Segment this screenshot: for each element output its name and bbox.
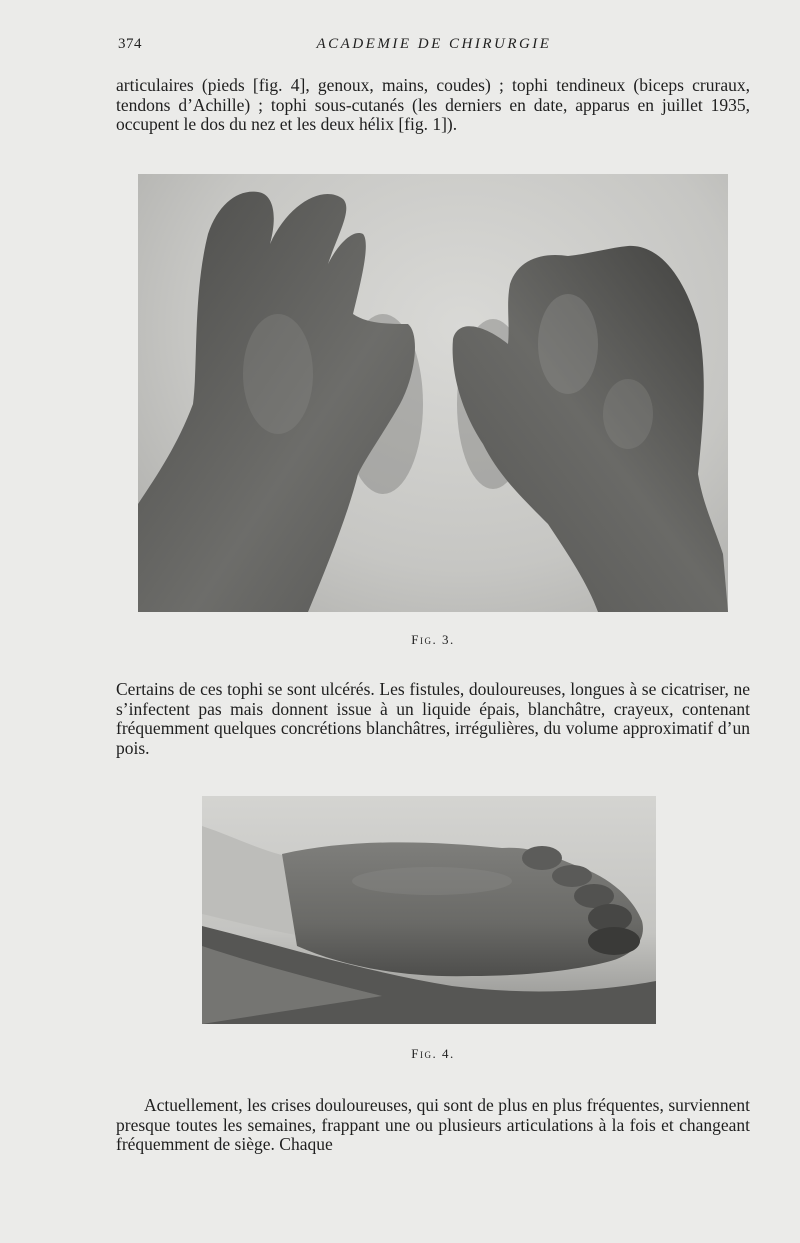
paragraph-current-crises: Actuellement, les crises douloureuses, qui sont de plus en plus fréquentes, surviennent presque toutes les semaines, frappant une ou plusieurs articulations à la fois et changeant fréquemment de siège. Chaque	[116, 1095, 750, 1154]
foot-photo-illustration	[202, 796, 656, 1024]
page-number: 374	[118, 36, 142, 52]
running-title: ACADEMIE DE CHIRURGIE	[316, 36, 552, 52]
figure-4-caption: Fig. 4.	[411, 1046, 455, 1061]
hands-photo-illustration	[138, 174, 728, 612]
paragraph-tophi-list: articulaires (pieds [fig. 4], genoux, mains, coudes) ; tophi tendineux (biceps cruraux, tendons d’Achille) ; tophi sous-cutanés (les derniers en date, apparus en juillet 1935, occupent le dos du nez et les deux hélix [fig. 1]).	[116, 75, 750, 134]
figure-3-caption: Fig. 3.	[411, 632, 455, 647]
figure-4-foot-photo	[202, 796, 656, 1024]
page-header	[118, 36, 750, 58]
figure-3-hands-photo	[138, 174, 728, 612]
paragraph-ulcerated-tophi: Certains de ces tophi se sont ulcérés. Les fistules, douloureuses, longues à se cicatriser, ne s’infectent pas mais donnent issue à un liquide épais, blanchâtre, crayeux, contenant fréquemment quelques concrétions blanchâtres, irrégulières, du volume approximatif d’un pois.	[116, 679, 750, 758]
